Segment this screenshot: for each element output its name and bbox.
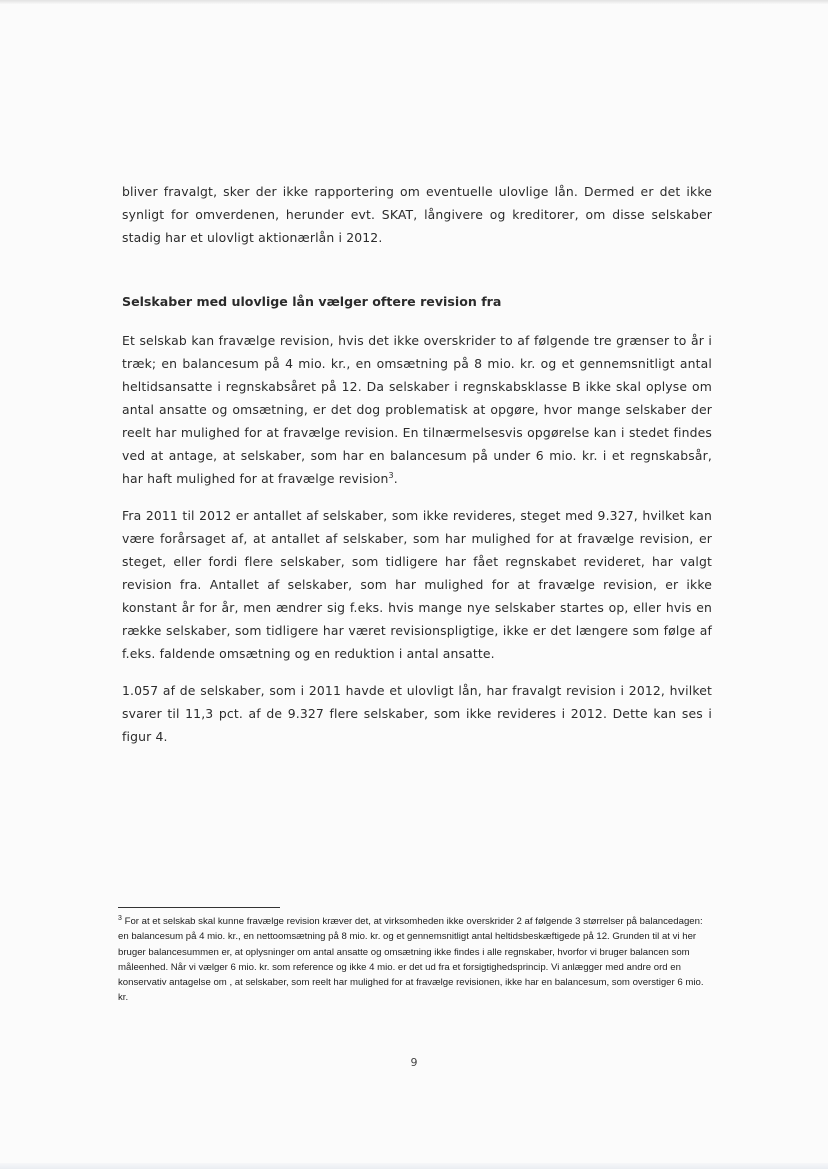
paragraph-unaudited-increase: Fra 2011 til 2012 er antallet af selskaber, som ikke revideres, steget med 9.327, hvilket kan være forårsaget af, at antallet af selskaber, som har mulighed for at fravælge revision, er steget, eller fordi flere selskaber, som tidligere har fået regnskabet revideret, har valgt revision fra. Antallet af selskaber, som har mulighed for at fravælge revision, er ikke konstant år for år, men ændrer sig f.eks. hvis mange nye selskaber startes op, eller hvis en række selskaber, som tidligere har været revisionspligtige, ikke er det længere som følge af f.eks. faldende omsætning og en reduktion i antal ansatte.: [122, 508, 712, 661]
paragraph-end-period: .: [393, 471, 398, 486]
scan-top-edge: [0, 0, 828, 4]
scan-bottom-edge: [0, 1163, 828, 1169]
intro-paragraph-block: [122, 180, 712, 249]
footnote-number: 3: [118, 914, 122, 922]
footnote-reference: 3: [388, 470, 394, 480]
body-text: [122, 329, 712, 748]
page-number: 9: [410, 1056, 418, 1069]
paragraph-revision-limits-text: Et selskab kan fravælge revision, hvis det ikke overskrider to af følgende tre grænser to år i træk; en balancesum på 4 mio. kr., en omsætning på 8 mio. kr. og et gennemsnitligt antal heltidsansatte i regnskabsåret på 12. Da selskaber i regnskabsklasse B ikke skal oplyse om antal ansatte og omsætning, er det dog problematisk at opgøre, hvor mange selskaber der reelt har mulighed for at fravælge revision. En tilnærmelsesvis opgørelse kan i stedet findes ved at antage, at selskaber, som har en balancesum på under 6 mio. kr. i et regnskabsår, har haft mulighed for at fravælge revision: [122, 333, 712, 486]
paragraph-revision-limits: [122, 329, 712, 490]
footnote: [118, 914, 714, 1006]
section-heading: Selskaber med ulovlige lån vælger oftere revision fra: [122, 294, 502, 309]
paragraph-illegal-loans: 1.057 af de selskaber, som i 2011 havde et ulovligt lån, har fravalgt revision i 2012, hvilket svarer til 11,3 pct. af de 9.327 flere selskaber, som ikke revideres i 2012. Dette kan ses i figur 4.: [122, 683, 712, 744]
intro-paragraph: bliver fravalgt, sker der ikke rapportering om eventuelle ulovlige lån. Dermed er det ikke synligt for omverdenen, herunder evt. SKAT, långivere og kreditorer, om disse selskaber stadig har et ulovligt aktionærlån i 2012.: [122, 184, 712, 245]
footnote-text: For at et selskab skal kunne fravælge revision kræver det, at virksomheden ikke overskrider 2 af følgende 3 størrelser på balancedagen: en balancesum på 4 mio. kr., en nettoomsætning på 8 mio. kr. og et gennemsnitligt antal heltidsbeskæftigede på 12. Grunden til at vi her bruger balancesummen er, at oplysninger om antal ansatte og omsætning ikke findes i alle regnskaber, hvorfor vi bruger balancen som måleenhed. Når vi vælger 6 mio. kr. som reference og ikke 4 mio. er det ud fra et forsigtighedsprincip. Vi anlægger med andre ord en konservativ antagelse om , at selskaber, som reelt har mulighed for at fravælge revisionen, ikke har en balancesum, som overstiger 6 mio. kr.: [118, 916, 704, 1004]
footnote-divider: [118, 907, 280, 908]
